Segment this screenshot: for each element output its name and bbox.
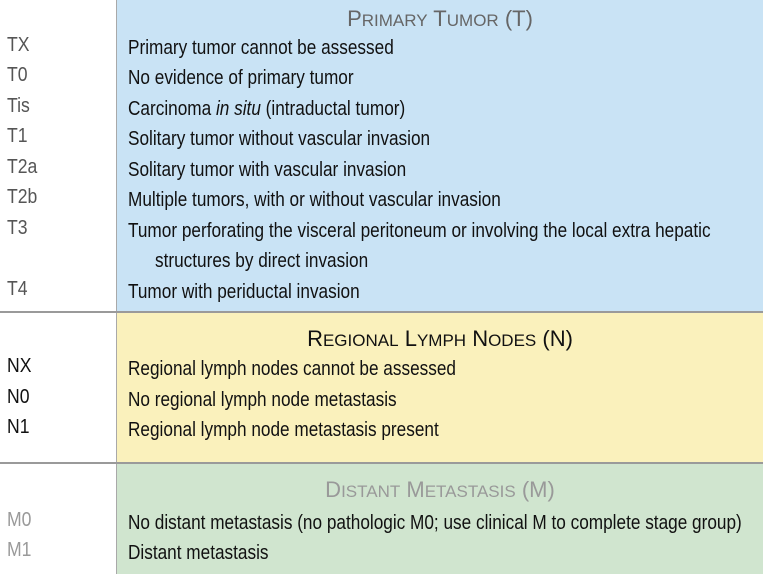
code-m1: M1 — [7, 539, 32, 561]
primary-tumor-heading: PRIMARY TUMOR (T) — [347, 6, 533, 31]
code-n1: N1 — [7, 416, 30, 438]
code-tis: Tis — [7, 95, 30, 117]
code-t2a: T2a — [7, 156, 38, 178]
desc-m1: Distant metastasis — [128, 542, 269, 564]
desc-n1: Regional lymph node metastasis present — [128, 419, 439, 441]
desc-t3-continued: structures by direct invasion — [155, 250, 369, 272]
desc-m0: No distant metastasis (no pathologic M0; use clinical M to complete stage group) — [128, 512, 742, 534]
desc-tis: Carcinoma in situ (intraductal tumor) — [128, 98, 406, 120]
regional-lymph-nodes-heading: REGIONAL LYMPH NODES (N) — [307, 326, 573, 351]
desc-tx: Primary tumor cannot be assessed — [128, 37, 394, 59]
desc-t2b: Multiple tumors, with or without vascular invasion — [128, 189, 501, 211]
distant-metastasis-section — [0, 462, 763, 574]
code-t4: T4 — [7, 278, 28, 300]
code-m0: M0 — [7, 509, 32, 531]
code-t0: T0 — [7, 64, 28, 86]
code-t2b: T2b — [7, 186, 38, 208]
desc-t3: Tumor perforating the visceral peritoneum or involving the local extra hepatic — [128, 220, 711, 242]
regional-lymph-nodes-section — [0, 311, 763, 464]
primary-tumor-codes-column — [0, 0, 117, 311]
code-t3: T3 — [7, 217, 28, 239]
distant-metastasis-codes-column — [0, 464, 117, 574]
code-nx: NX — [7, 355, 32, 377]
desc-nx: Regional lymph nodes cannot be assessed — [128, 358, 456, 380]
distant-metastasis-heading: DISTANT METASTASIS (M) — [325, 477, 555, 502]
code-n0: N0 — [7, 386, 30, 408]
desc-n0: No regional lymph node metastasis — [128, 389, 397, 411]
regional-lymph-nodes-codes-column — [0, 313, 117, 464]
desc-t0: No evidence of primary tumor — [128, 67, 354, 89]
code-t1: T1 — [7, 125, 28, 147]
desc-t4: Tumor with periductal invasion — [128, 281, 360, 303]
code-tx: TX — [7, 34, 30, 56]
desc-t1: Solitary tumor without vascular invasion — [128, 128, 431, 150]
desc-t2a: Solitary tumor with vascular invasion — [128, 159, 407, 181]
